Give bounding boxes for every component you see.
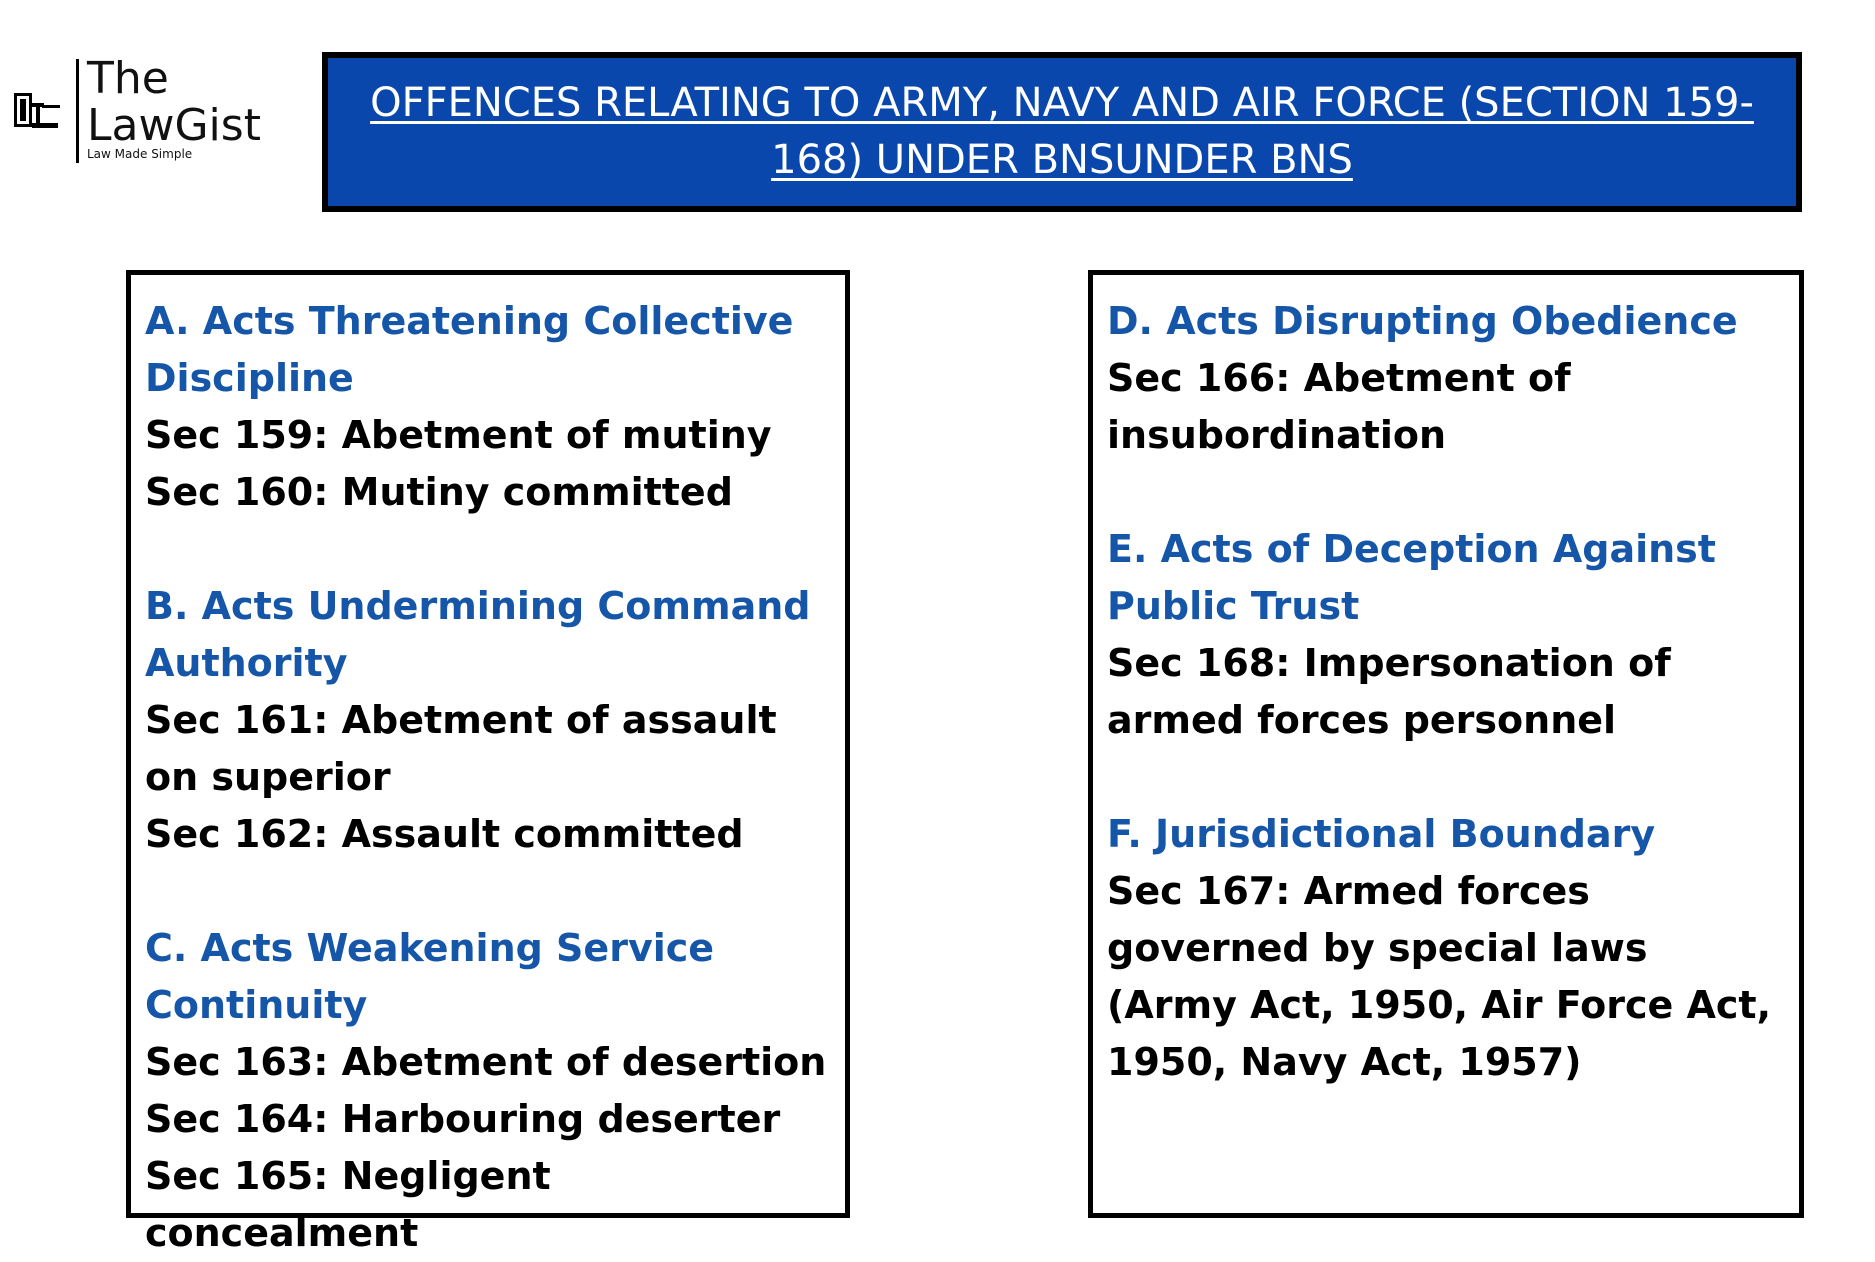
group-heading: A. Acts Threatening Collective Discipline — [145, 299, 794, 400]
gavel-icon — [12, 83, 68, 139]
group-heading: E. Acts of Deception Against Public Trust — [1107, 527, 1716, 628]
group-heading: D. Acts Disrupting Obedience — [1107, 299, 1738, 343]
section-item: Sec 162: Assault committed — [145, 812, 744, 856]
logo-line-2: LawGist — [87, 100, 261, 151]
group-heading: B. Acts Undermining Command Authority — [145, 584, 811, 685]
section-item: Sec 167: Armed forces governed by special laws (Army Act, 1950, Air Force Act, 1950, Navy Act, 1957) — [1107, 869, 1772, 1084]
group-d — [1107, 293, 1787, 464]
title-banner — [322, 52, 1802, 212]
logo-wordmark — [87, 55, 261, 149]
left-panel — [126, 270, 850, 1255]
right-panel — [1088, 270, 1804, 1218]
section-item: Sec 164: Harbouring deserter — [145, 1097, 781, 1141]
group-b — [145, 578, 833, 863]
section-item: Sec 166: Abetment of insubordination — [1107, 356, 1571, 457]
logo-divider — [76, 59, 79, 163]
group-a — [145, 293, 833, 521]
logo-tagline: Law Made Simple — [87, 147, 193, 161]
group-heading: C. Acts Weakening Service Continuity — [145, 926, 715, 1027]
section-item: Sec 160: Mutiny committed — [145, 470, 733, 514]
group-heading: F. Jurisdictional Boundary — [1107, 812, 1656, 856]
section-item: Sec 159: Abetment of mutiny — [145, 413, 772, 457]
group-f — [1107, 806, 1787, 1091]
section-item: Sec 161: Abetment of assault on superior — [145, 698, 777, 799]
logo — [12, 55, 282, 170]
group-c — [145, 920, 833, 1262]
page-title: OFFENCES RELATING TO ARMY, NAVY AND AIR FORCE (SECTION 159- 168) UNDER BNSUNDER BNS — [370, 80, 1754, 183]
section-item: Sec 168: Impersonation of armed forces personnel — [1107, 641, 1671, 742]
group-e — [1107, 521, 1787, 749]
section-item: Sec 165: Negligent concealment — [145, 1154, 551, 1255]
logo-line-1: The — [87, 53, 169, 104]
section-item: Sec 163: Abetment of desertion — [145, 1040, 827, 1084]
